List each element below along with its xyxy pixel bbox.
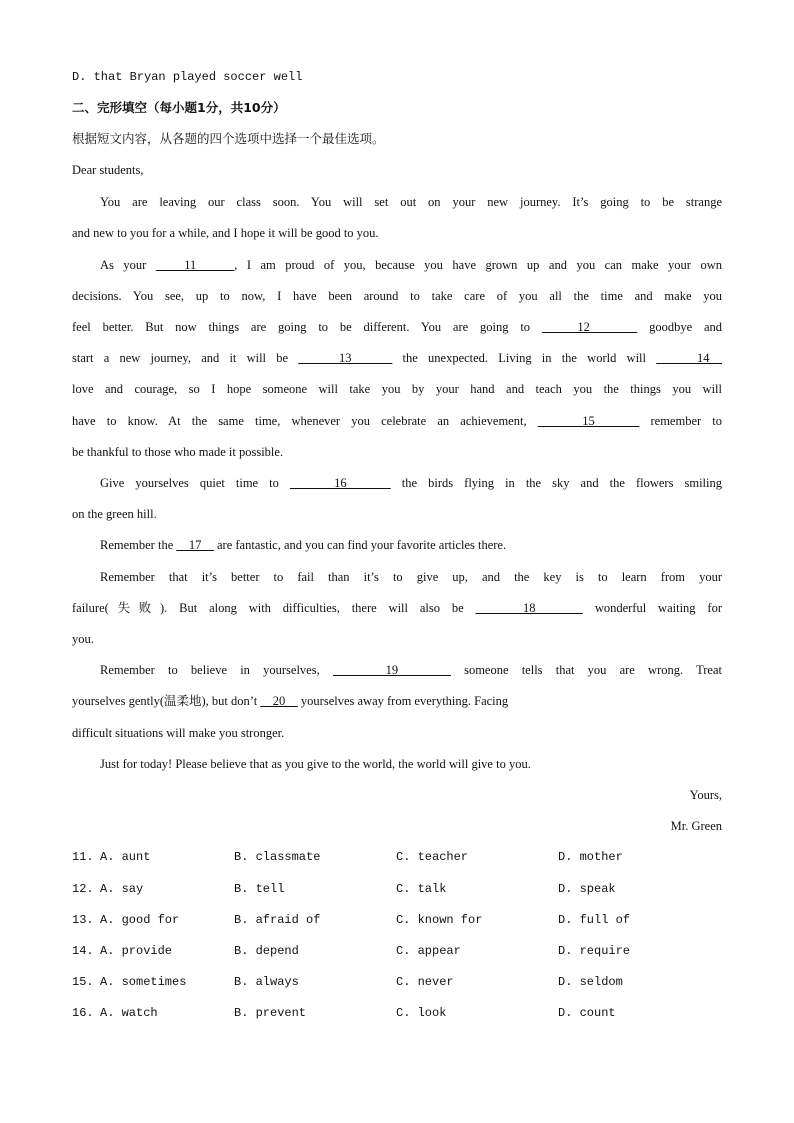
blank-15: 15: [537, 414, 640, 428]
blank-12: 12: [541, 320, 638, 334]
p1-line1: You are leaving our class soon. You will set out on your new journey. It’s going to be strange: [100, 195, 722, 209]
question-number: 12.: [72, 882, 94, 896]
p2-line1: [100, 254, 722, 276]
p2-line4: [72, 347, 722, 369]
p2-text: feel better. But now things are going to be different. You are going to: [72, 320, 542, 334]
p4-line1: [100, 534, 722, 556]
p2-line2: decisions. You see, up to now, I have been around to take care of you all the time and make you: [72, 289, 722, 303]
blank-18: 18: [475, 601, 583, 615]
blank-13: 13: [298, 351, 393, 365]
option-b: B. classmate: [234, 850, 321, 864]
question-row-15: [72, 971, 722, 993]
blank-14: 14: [656, 351, 723, 365]
option-c: C. appear: [396, 944, 461, 958]
p2-line7: be thankful to those who made it possible.: [72, 445, 284, 459]
p6-text: someone tells that you are wrong. Treat: [450, 663, 722, 677]
p4-text: Remember the: [100, 538, 177, 552]
p5-line1: Remember that it’s better to fail than it’s to give up, and the key is to learn from your: [100, 570, 722, 584]
p2-line6: [72, 410, 722, 432]
question-number: 11.: [72, 850, 94, 864]
p7-line1: Just for today! Please believe that as you give to the world, the world will give to you.: [100, 757, 531, 771]
question-row-13: [72, 909, 722, 931]
p3-text: the birds flying in the sky and the flowers smiling: [390, 476, 722, 490]
p2-text: have to know. At the same time, whenever you celebrate an achievement,: [72, 414, 538, 428]
p4-text: are fantastic, and you can find your favorite articles there.: [213, 538, 507, 552]
p6-text: Remember to believe in yourselves,: [100, 663, 333, 677]
p1-line2: and new to you for a while, and I hope it will be good to you.: [72, 226, 379, 240]
option-c: C. never: [396, 975, 454, 989]
p2-text: goodbye and: [637, 320, 722, 334]
p2-text: As your: [100, 258, 156, 272]
option-d: D. mother: [558, 850, 623, 864]
option-c: C. talk: [396, 882, 447, 896]
option-a: A. good for: [100, 913, 180, 927]
option-a: A. sometimes: [100, 975, 187, 989]
option-b: B. prevent: [234, 1006, 307, 1020]
blank-16: 16: [289, 476, 391, 490]
question-number: 14.: [72, 944, 94, 958]
p2-line5: love and courage, so I hope someone will take you by your hand and teach you the things you will: [72, 382, 722, 396]
p3-line2: on the green hill.: [72, 507, 157, 521]
option-d: D. require: [558, 944, 631, 958]
option-c: C. known for: [396, 913, 483, 927]
p5-text: failure(失败). But along with difficulties, there will also be: [72, 601, 476, 615]
option-a: A. say: [100, 882, 144, 896]
p6-line3: difficult situations will make you stronger.: [72, 726, 285, 740]
option-d: D. seldom: [558, 975, 623, 989]
p6-text: yourselves away from everything. Facing: [297, 694, 509, 708]
question-number: 13.: [72, 913, 94, 927]
p2-text: the unexpected. Living in the world will: [392, 351, 657, 365]
blank-19: 19: [332, 663, 451, 677]
question-row-11: [72, 846, 722, 868]
prev-option: D. that Bryan played soccer well: [72, 70, 303, 84]
blank-17: 17: [176, 538, 214, 552]
p2-line3: [72, 316, 722, 338]
option-b: B. afraid of: [234, 913, 321, 927]
p2-text: , I am proud of you, because you have grown up and you can make your own: [234, 258, 722, 272]
option-a: A. provide: [100, 944, 173, 958]
p3-line1: [100, 472, 722, 494]
p6-line1: [100, 659, 722, 681]
p2-text: remember to: [639, 414, 723, 428]
p2-text: start a new journey, and it will be: [72, 351, 299, 365]
option-b: B. depend: [234, 944, 299, 958]
question-row-16: [72, 1002, 722, 1024]
p5-text: wonderful waiting for: [582, 601, 722, 615]
question-number: 15.: [72, 975, 94, 989]
letter-greeting: Dear students,: [72, 163, 144, 177]
option-a: A. watch: [100, 1006, 158, 1020]
p5-line3: you.: [72, 632, 94, 646]
question-row-12: [72, 878, 722, 900]
option-b: B. always: [234, 975, 299, 989]
question-row-14: [72, 940, 722, 962]
p3-text: Give yourselves quiet time to: [100, 476, 290, 490]
option-d: D. count: [558, 1006, 616, 1020]
letter-closing: Yours,: [689, 788, 722, 802]
blank-20: 20: [260, 694, 298, 708]
p6-line2: [72, 690, 722, 712]
option-a: A. aunt: [100, 850, 151, 864]
section-instruction: 根据短文内容，从各题的四个选项中选择一个最佳选项。: [72, 131, 385, 146]
option-b: B. tell: [234, 882, 285, 896]
letter-signature: Mr. Green: [670, 819, 722, 833]
question-number: 16.: [72, 1006, 94, 1020]
option-d: D. speak: [558, 882, 616, 896]
p6-text: yourselves gently(温柔地), but don’t: [72, 694, 261, 708]
section-heading: 二、完形填空（每小题1分，共10分）: [72, 100, 286, 115]
option-c: C. look: [396, 1006, 447, 1020]
option-c: C. teacher: [396, 850, 469, 864]
p5-line2: [72, 597, 722, 619]
blank-11: 11: [155, 258, 235, 272]
option-d: D. full of: [558, 913, 631, 927]
